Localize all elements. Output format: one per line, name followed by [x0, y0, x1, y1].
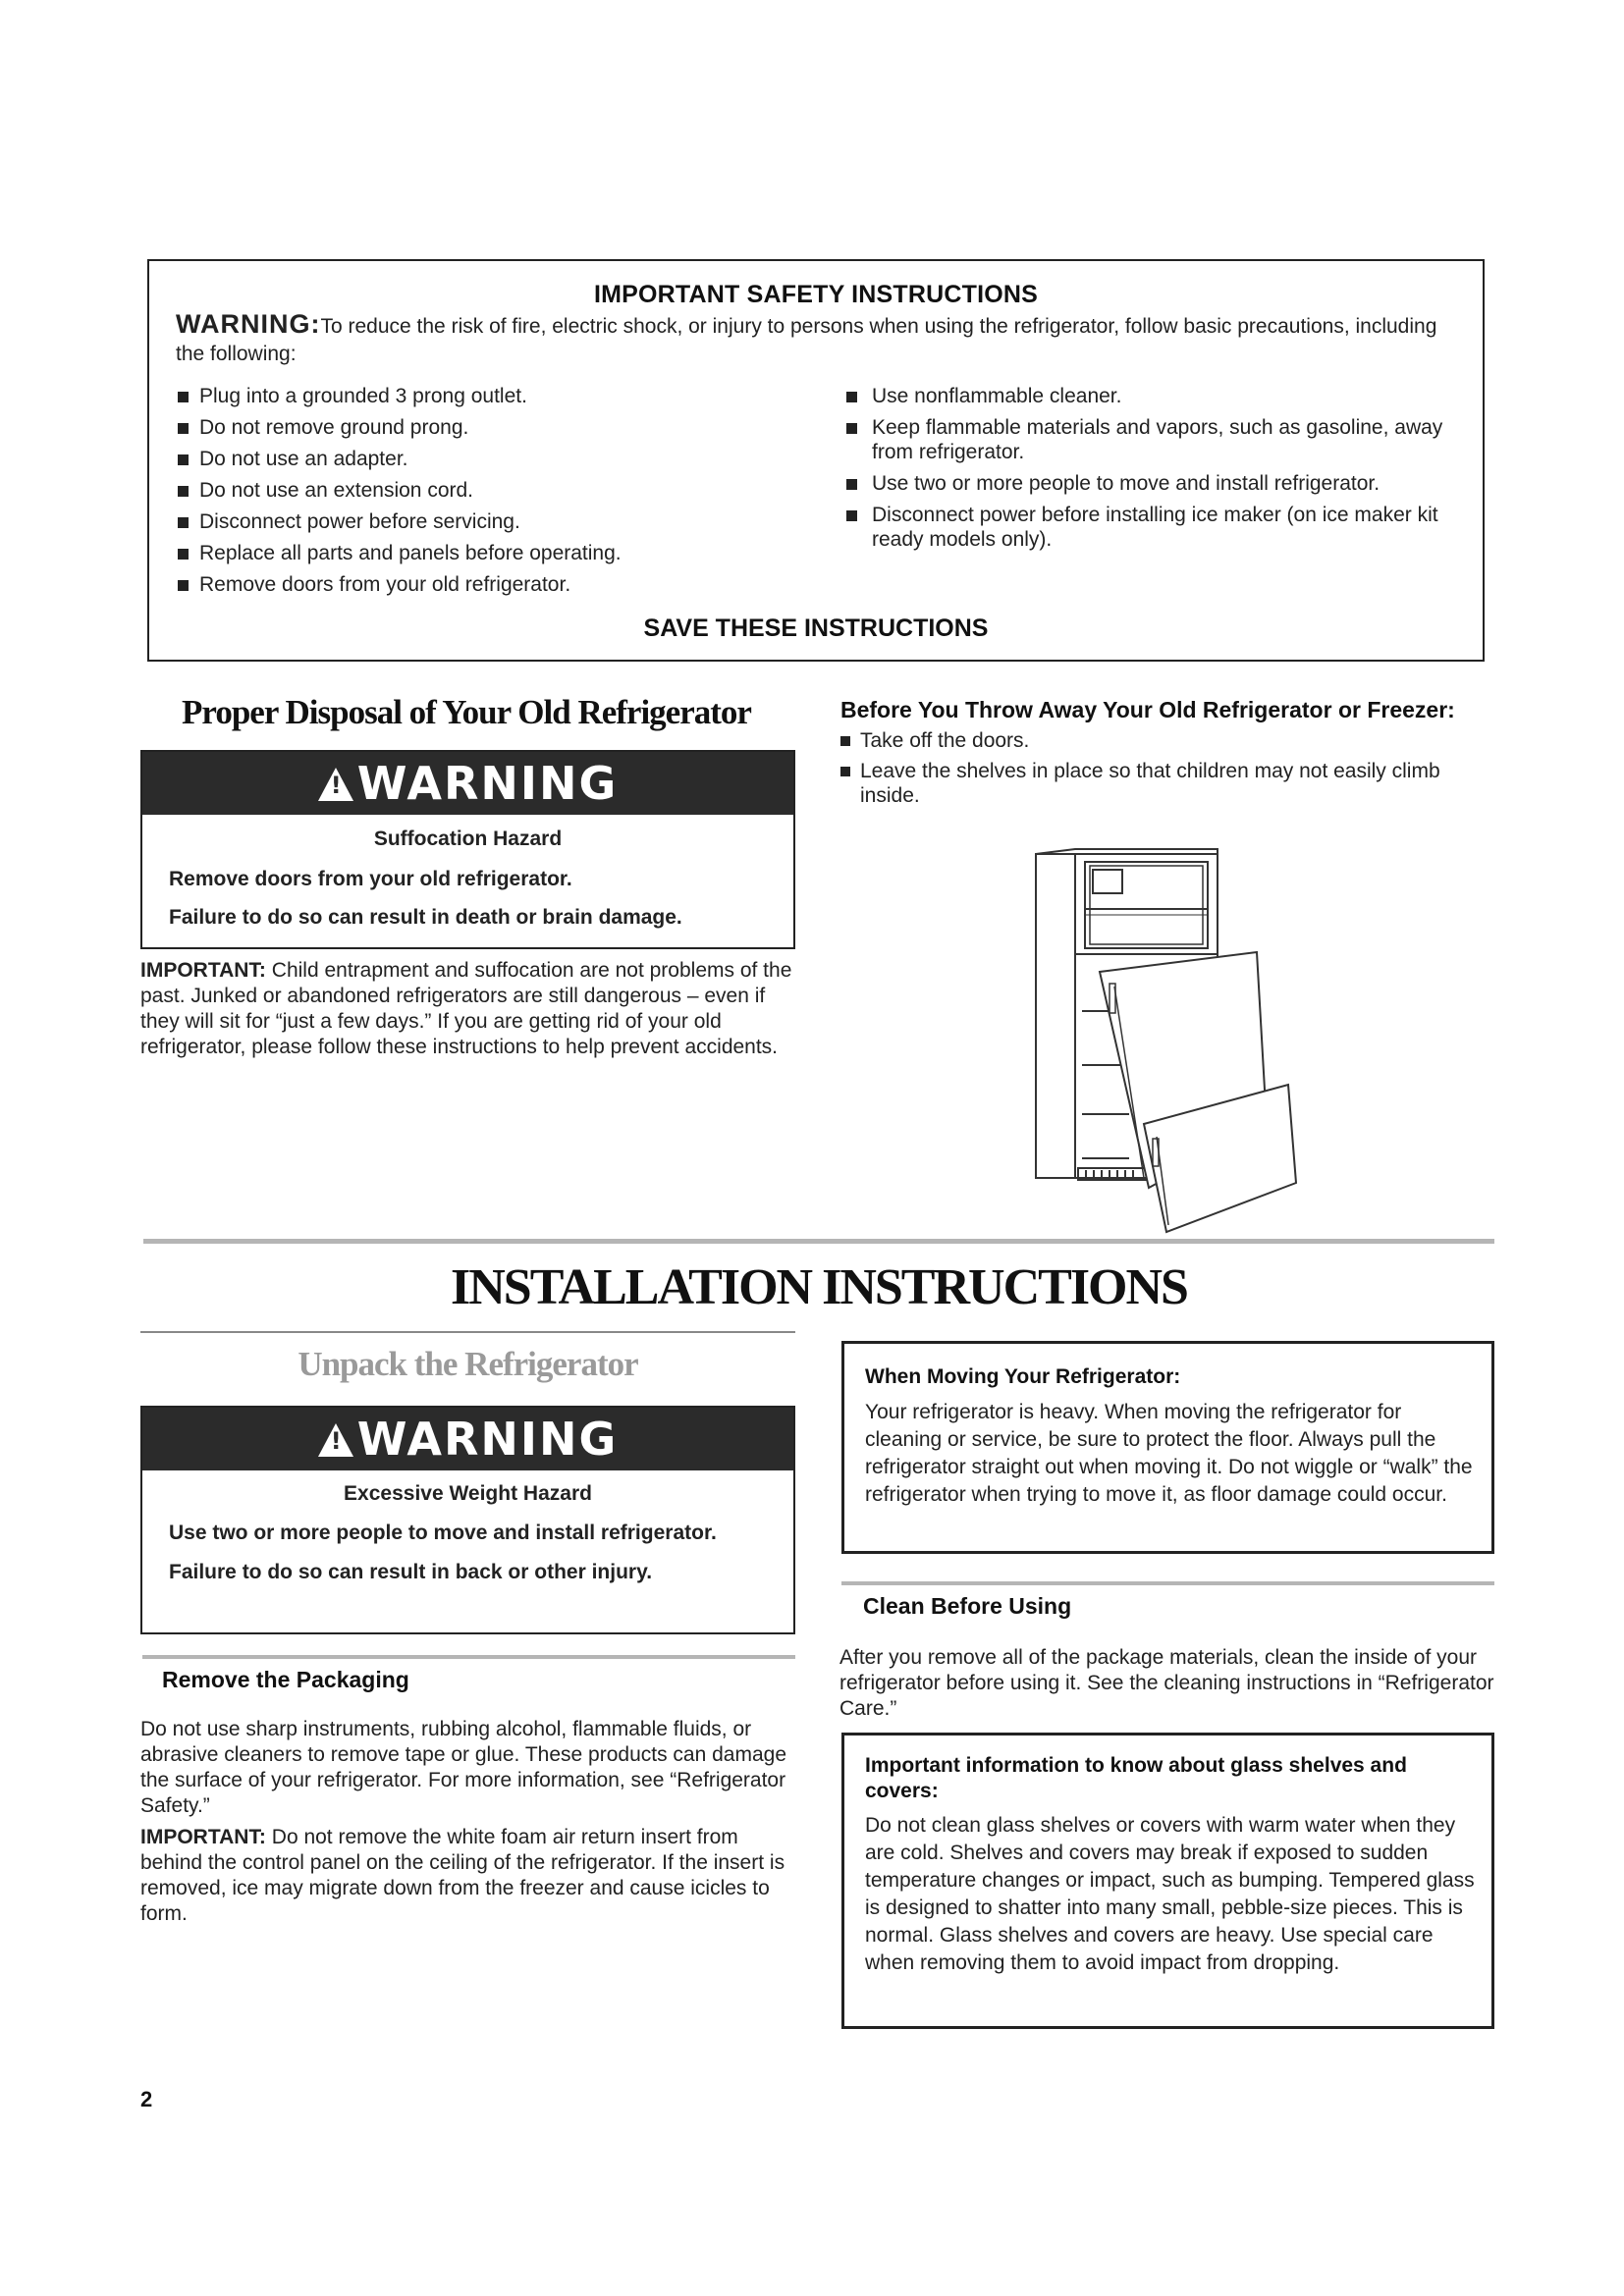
square-bullet-icon	[178, 580, 189, 591]
warning-hazard: Excessive Weight Hazard	[344, 1482, 592, 1505]
list-item: Do not use an adapter.	[176, 447, 814, 471]
safety-left-list	[176, 384, 814, 604]
list-item: Disconnect power before installing ice maker (on ice maker kit ready models only).	[844, 503, 1473, 552]
warning-line: Use two or more people to move and install refrigerator.	[169, 1522, 717, 1544]
disposal-title: Proper Disposal of Your Old Refrigerator	[182, 693, 751, 731]
remove-packaging-title: Remove the Packaging	[162, 1667, 409, 1692]
list-item: Take off the doors.	[840, 728, 1479, 753]
warning-triangle-icon	[318, 768, 353, 801]
square-bullet-icon	[178, 486, 189, 497]
safety-title: IMPORTANT SAFETY INSTRUCTIONS	[593, 281, 1039, 308]
safety-warning-label: WARNING:	[176, 309, 321, 339]
square-bullet-icon	[840, 767, 850, 776]
list-item: Use nonflammable cleaner.	[844, 384, 1473, 408]
list-item: Use two or more people to move and install refrigerator.	[844, 471, 1473, 496]
subsection-divider	[142, 1655, 795, 1659]
suffocation-warning-box	[140, 750, 795, 949]
important-label: IMPORTANT:	[140, 959, 266, 982]
list-item: Replace all parts and panels before operating.	[176, 541, 814, 565]
square-bullet-icon	[846, 392, 857, 402]
installation-title: INSTALLATION INSTRUCTIONS	[451, 1259, 1187, 1315]
moving-refrigerator-box	[841, 1341, 1494, 1554]
unpack-divider	[140, 1331, 795, 1333]
unpack-title: Unpack the Refrigerator	[298, 1345, 638, 1383]
glass-text: Do not clean glass shelves or covers with warm water when they are cold. Shelves and covers may break if exposed to sudden temperature changes or impact, such as bumping. Tempered glass is designed to shatter into many small, pebble-size pieces. This is normal. Glass shelves and covers are heavy. Use special care when removing them to avoid impact from dropping.	[865, 1814, 1475, 1974]
warning-banner: !WARNING	[142, 752, 793, 815]
before-throw-away-title: Before You Throw Away Your Old Refrigerator or Freezer:	[840, 697, 1455, 722]
warning-line: Remove doors from your old refrigerator.	[169, 868, 572, 890]
glass-title: Important information to know about glass shelves and covers:	[865, 1754, 1407, 1802]
square-bullet-icon	[178, 423, 189, 434]
square-bullet-icon	[178, 517, 189, 528]
remove-important-paragraph: IMPORTANT: Do not remove the white foam air return insert from behind the control panel on the ceiling of the refrigerator. If the insert is removed, ice may migrate down from the freezer and cause icicles to form.	[140, 1826, 785, 1925]
safety-instructions-box	[147, 259, 1485, 662]
square-bullet-icon	[178, 392, 189, 402]
warning-line: Failure to do so can result in death or brain damage.	[169, 906, 682, 929]
safety-warning	[176, 310, 1463, 368]
subsection-divider	[841, 1581, 1494, 1585]
warning-triangle-icon	[318, 1423, 353, 1457]
disposal-important-paragraph: IMPORTANT: Child entrapment and suffocation are not problems of the past. Junked or abandoned refrigerators are still dangerous – even if they will sit for “just a few days.” If you are getting rid of your old refrigerator, please follow these instructions to help prevent accidents.	[140, 959, 792, 1058]
list-item: Leave the shelves in place so that children may not easily climb inside.	[840, 759, 1479, 808]
important-label: IMPORTANT:	[140, 1826, 266, 1848]
page-number: 2	[140, 2087, 153, 2111]
weight-warning-box	[140, 1406, 795, 1634]
section-divider	[143, 1239, 1494, 1244]
remove-packaging-text: Do not use sharp instruments, rubbing alcohol, flammable fluids, or abrasive cleaners to remove tape or glue. These products can damage the surface of your refrigerator. For more information, see “Refrigerator Safety.”	[140, 1718, 786, 1817]
list-item: Remove doors from your old refrigerator.	[176, 572, 814, 597]
glass-shelves-box	[841, 1733, 1494, 2029]
list-item: Disconnect power before servicing.	[176, 509, 814, 534]
square-bullet-icon	[178, 549, 189, 560]
warning-banner: !WARNING	[142, 1408, 793, 1470]
clean-before-using-text: After you remove all of the package materials, clean the inside of your refrigerator before using it. See the cleaning instructions in “Refrigerator Care.”	[839, 1646, 1494, 1720]
clean-before-using-title: Clean Before Using	[863, 1593, 1072, 1619]
square-bullet-icon	[840, 736, 850, 746]
square-bullet-icon	[846, 510, 857, 521]
list-item: Keep flammable materials and vapors, such as gasoline, away from refrigerator.	[844, 415, 1473, 464]
safety-right-list	[844, 384, 1473, 559]
list-item: Do not remove ground prong.	[176, 415, 814, 440]
save-instructions-title: SAVE THESE INSTRUCTIONS	[643, 614, 989, 642]
warning-line: Failure to do so can result in back or other injury.	[169, 1561, 653, 1583]
moving-text: Your refrigerator is heavy. When moving the refrigerator for cleaning or service, be sure to protect the floor. Always pull the refrigerator straight out when moving it. Do not wiggle or “walk” the refrigerator when trying to move it, as floor damage could occur.	[865, 1401, 1473, 1506]
warning-hazard: Suffocation Hazard	[373, 828, 563, 850]
refrigerator-doors-removed-illustration	[1031, 844, 1311, 1237]
list-item: Plug into a grounded 3 prong outlet.	[176, 384, 814, 408]
square-bullet-icon	[178, 454, 189, 465]
before-throw-away-list	[840, 728, 1479, 814]
square-bullet-icon	[846, 479, 857, 490]
moving-title: When Moving Your Refrigerator:	[865, 1365, 1181, 1388]
list-item: Do not use an extension cord.	[176, 478, 814, 503]
safety-warning-text: To reduce the risk of fire, electric shock, or injury to persons when using the refrigerator, follow basic precautions, including the following:	[176, 315, 1437, 365]
square-bullet-icon	[846, 423, 857, 434]
